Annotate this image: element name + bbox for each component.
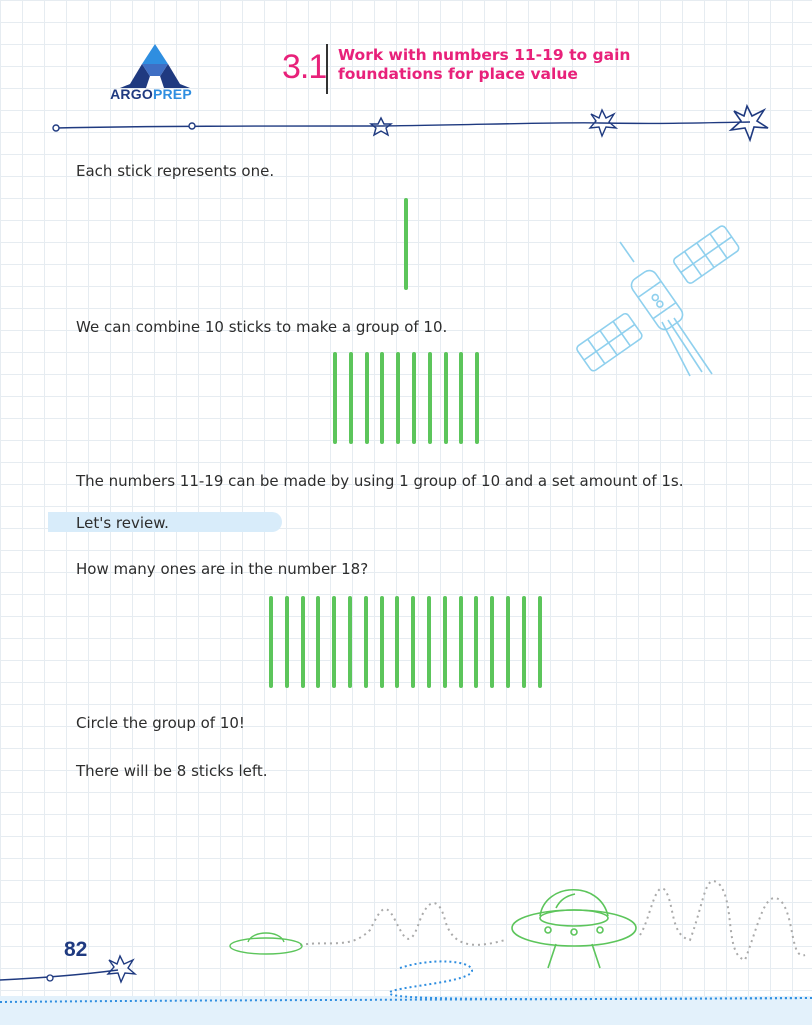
stick <box>538 596 542 688</box>
satellite-icon <box>572 222 752 382</box>
section-title-line2: foundations for place value <box>338 65 578 83</box>
stick <box>269 596 273 688</box>
section-title-line1: Work with numbers 11-19 to gain <box>338 46 631 64</box>
stick <box>506 596 510 688</box>
stick <box>459 352 463 444</box>
stick <box>349 352 353 444</box>
stick <box>411 596 415 688</box>
stick <box>522 596 526 688</box>
ufo-icon <box>512 890 636 968</box>
stick <box>380 352 384 444</box>
stick <box>348 596 352 688</box>
header-orbit-line <box>0 100 812 150</box>
logo-text-argo: ARGO <box>110 86 153 102</box>
stick <box>332 596 336 688</box>
bottom-decoration <box>0 860 812 1025</box>
text-combine: We can combine 10 sticks to make a group of 10. <box>76 318 448 336</box>
stick <box>443 596 447 688</box>
stick <box>427 596 431 688</box>
argoprep-logo-icon <box>100 42 210 90</box>
stick <box>428 352 432 444</box>
section-title <box>338 46 668 84</box>
stick <box>333 352 337 444</box>
stick <box>396 352 400 444</box>
stick <box>412 352 416 444</box>
stick <box>365 352 369 444</box>
conclusion-text: There will be 8 sticks left. <box>76 762 268 780</box>
page-number: 82 <box>64 938 88 961</box>
stick <box>316 596 320 688</box>
stick <box>444 352 448 444</box>
stick <box>364 596 368 688</box>
instruction-text: Circle the group of 10! <box>76 714 245 732</box>
stick <box>490 596 494 688</box>
text-each-stick: Each stick represents one. <box>76 162 275 180</box>
star-icon <box>108 956 135 982</box>
stick <box>285 596 289 688</box>
stick <box>475 352 479 444</box>
stick <box>380 596 384 688</box>
star-icon <box>731 106 768 140</box>
section-number: 3.1 <box>282 48 327 86</box>
stick <box>474 596 478 688</box>
section-divider <box>326 44 328 94</box>
text-numbers-11-19: The numbers 11-19 can be made by using 1 group of 10 and a set amount of 1s. <box>76 472 684 490</box>
small-ufo-icon <box>230 933 302 954</box>
logo-text-prep: PREP <box>152 86 192 102</box>
stick <box>301 596 305 688</box>
question-text: How many ones are in the number 18? <box>76 560 369 578</box>
stick <box>395 596 399 688</box>
stick <box>404 198 408 290</box>
stick <box>459 596 463 688</box>
review-label: Let's review. <box>76 514 169 532</box>
